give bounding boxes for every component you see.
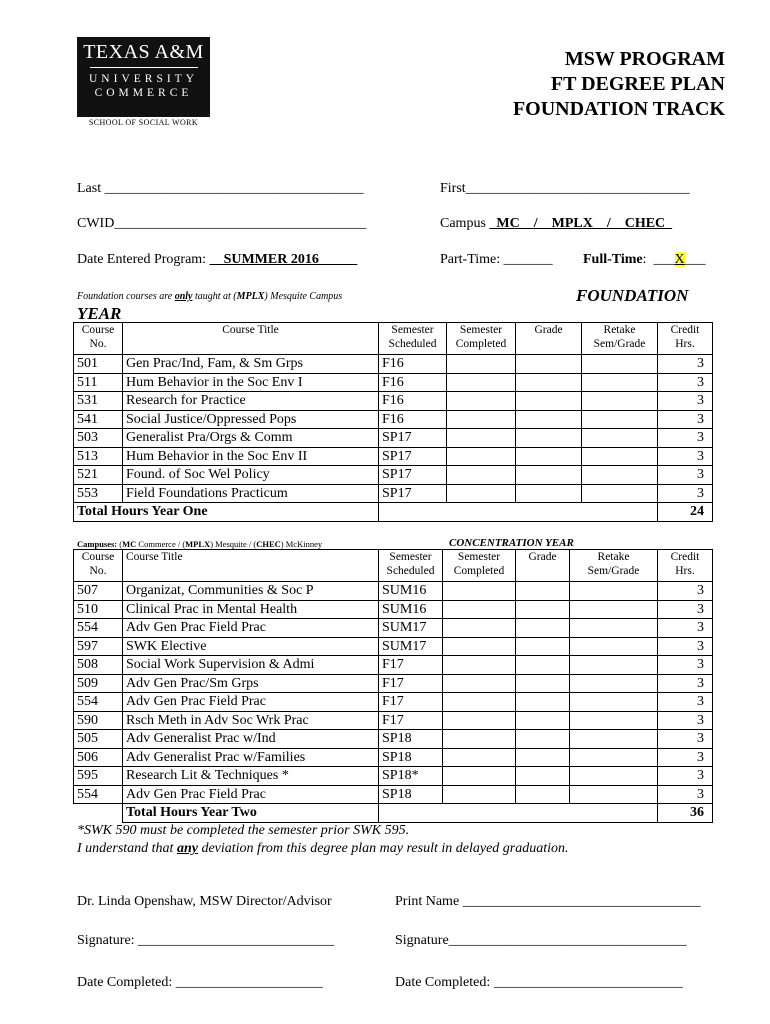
semester-scheduled: SP18 xyxy=(379,730,443,749)
course-row xyxy=(74,674,713,693)
header-retake: Retake Sem/Grade xyxy=(582,323,658,355)
semester-completed-cell[interactable] xyxy=(443,711,516,730)
course-number: 511 xyxy=(74,373,123,392)
course-number: 501 xyxy=(74,355,123,374)
course-title: Adv Gen Prac Field Prac xyxy=(123,619,379,638)
year-one-table xyxy=(73,322,713,522)
director-date-field[interactable]: Date Completed: _____________________ xyxy=(77,975,323,990)
course-number: 509 xyxy=(74,674,123,693)
campus-mc-name: Commerce / ( xyxy=(136,539,186,549)
semester-completed-cell[interactable] xyxy=(447,392,516,411)
campus-mplx-name: ) Mesquite / ( xyxy=(210,539,257,549)
course-row xyxy=(74,785,713,804)
semester-completed-cell[interactable] xyxy=(443,600,516,619)
logo-line-3: COMMERCE xyxy=(94,87,193,99)
campus-mplx: MPLX xyxy=(185,539,211,549)
semester-completed-cell[interactable] xyxy=(443,582,516,601)
course-number: 554 xyxy=(74,619,123,638)
semester-completed-cell[interactable] xyxy=(447,466,516,485)
grade-cell[interactable] xyxy=(516,711,570,730)
semester-scheduled: SUM16 xyxy=(379,582,443,601)
credit-hours: 3 xyxy=(658,637,713,656)
course-title: Gen Prac/Ind, Fam, & Sm Grps xyxy=(123,355,379,374)
semester-scheduled: F17 xyxy=(379,693,443,712)
retake-cell[interactable] xyxy=(570,711,658,730)
course-title: SWK Elective xyxy=(123,637,379,656)
retake-cell[interactable] xyxy=(570,785,658,804)
foundation-note-mid: taught at ( xyxy=(192,291,237,302)
first-name-field[interactable]: First________________________________ xyxy=(440,181,690,196)
campus-chec-name: ) McKinney xyxy=(280,539,323,549)
grade-cell[interactable] xyxy=(516,484,582,503)
retake-cell[interactable] xyxy=(582,410,658,429)
grade-cell[interactable] xyxy=(516,674,570,693)
director-signature-field[interactable]: Signature: ____________________________ xyxy=(77,933,335,948)
course-title: Found. of Soc Wel Policy xyxy=(123,466,379,485)
course-title: Adv Generalist Prac w/Families xyxy=(123,748,379,767)
course-title: Hum Behavior in the Soc Env I xyxy=(123,373,379,392)
header-grade: Grade xyxy=(516,323,582,355)
retake-cell[interactable] xyxy=(582,355,658,374)
foundation-note-mplx: MPLX xyxy=(236,291,265,302)
total-hours-value: 24 xyxy=(658,503,713,522)
grade-cell[interactable] xyxy=(516,767,570,786)
document-title xyxy=(513,47,725,122)
course-row xyxy=(74,619,713,638)
student-signature-field[interactable]: Signature__________________________________ xyxy=(395,933,687,948)
credit-hours: 3 xyxy=(658,373,713,392)
year-two-header-row xyxy=(74,550,713,582)
course-number: 510 xyxy=(74,600,123,619)
header-course-title: Course Title xyxy=(123,550,379,582)
course-title: Generalist Pra/Orgs & Comm xyxy=(123,429,379,448)
grade-cell[interactable] xyxy=(516,637,570,656)
course-number: 513 xyxy=(74,447,123,466)
grade-cell[interactable] xyxy=(516,748,570,767)
course-number: 503 xyxy=(74,429,123,448)
full-time-label: Full-Time xyxy=(583,252,643,267)
semester-completed-cell[interactable] xyxy=(447,355,516,374)
course-title: Organizat, Communities & Soc P xyxy=(123,582,379,601)
course-title: Social Work Supervision & Admi xyxy=(123,656,379,675)
retake-cell[interactable] xyxy=(570,767,658,786)
retake-cell[interactable] xyxy=(570,619,658,638)
semester-scheduled: SP17 xyxy=(379,484,447,503)
grade-cell[interactable] xyxy=(516,429,582,448)
course-title: Field Foundations Practicum xyxy=(123,484,379,503)
date-entered-field[interactable] xyxy=(77,252,357,268)
deviation-note xyxy=(77,841,569,857)
total-spacer xyxy=(379,503,658,522)
semester-scheduled: F17 xyxy=(379,674,443,693)
course-title: Research Lit & Techniques * xyxy=(123,767,379,786)
campus-mc: MC xyxy=(122,539,137,549)
campus-value: MC / MPLX / CHEC xyxy=(489,216,673,231)
semester-scheduled: SP18* xyxy=(379,767,443,786)
retake-cell[interactable] xyxy=(582,484,658,503)
credit-hours: 3 xyxy=(658,600,713,619)
header-course-no: Course No. xyxy=(74,323,123,355)
semester-completed-cell[interactable] xyxy=(443,785,516,804)
deviation-note-post: deviation from this degree plan may result in delayed graduation. xyxy=(197,841,569,856)
header-sem-scheduled: Semester Scheduled xyxy=(379,550,443,582)
semester-completed-cell[interactable] xyxy=(443,656,516,675)
course-title: Adv Gen Prac Field Prac xyxy=(123,693,379,712)
logo-line-1: TEXAS A&M xyxy=(83,41,204,63)
full-time-value: X xyxy=(674,252,685,267)
retake-cell[interactable] xyxy=(582,429,658,448)
retake-cell[interactable] xyxy=(570,637,658,656)
campus-field[interactable] xyxy=(440,216,672,232)
retake-cell[interactable] xyxy=(570,730,658,749)
logo-line-2: UNIVERSITY xyxy=(89,73,198,85)
grade-cell[interactable] xyxy=(516,447,582,466)
course-number: 554 xyxy=(74,785,123,804)
year-one-header-row xyxy=(74,323,713,355)
course-row xyxy=(74,410,713,429)
retake-cell[interactable] xyxy=(582,466,658,485)
header-sem-scheduled: Semester Scheduled xyxy=(379,323,447,355)
course-number: 506 xyxy=(74,748,123,767)
swk-590-note: *SWK 590 must be completed the semester prior SWK 595. xyxy=(77,823,410,838)
semester-scheduled: SUM17 xyxy=(379,619,443,638)
grade-cell[interactable] xyxy=(516,466,582,485)
semester-scheduled: SUM17 xyxy=(379,637,443,656)
grade-cell[interactable] xyxy=(516,373,582,392)
header-course-no: Course No. xyxy=(74,550,123,582)
semester-scheduled: SUM16 xyxy=(379,600,443,619)
print-name-field[interactable]: Print Name __________________________________ xyxy=(395,894,701,909)
retake-cell[interactable] xyxy=(570,674,658,693)
course-title: Research for Practice xyxy=(123,392,379,411)
semester-completed-cell[interactable] xyxy=(443,674,516,693)
total-hours-label: Total Hours Year Two xyxy=(123,804,379,823)
grade-cell[interactable] xyxy=(516,656,570,675)
credit-hours: 3 xyxy=(658,392,713,411)
deviation-note-pre: I understand that xyxy=(77,841,177,856)
course-row xyxy=(74,484,713,503)
part-time-field[interactable]: Part-Time: _______ xyxy=(440,252,553,267)
course-title: Rsch Meth in Adv Soc Wrk Prac xyxy=(123,711,379,730)
header-sem-completed: Semester Completed xyxy=(447,323,516,355)
grade-cell[interactable] xyxy=(516,600,570,619)
credit-hours: 3 xyxy=(658,429,713,448)
credit-hours: 3 xyxy=(658,582,713,601)
course-title: Hum Behavior in the Soc Env II xyxy=(123,447,379,466)
campus-chec: CHEC xyxy=(256,539,281,549)
course-row xyxy=(74,392,713,411)
foundation-note-pre: Foundation courses are xyxy=(77,291,175,302)
semester-completed-cell[interactable] xyxy=(443,619,516,638)
course-row xyxy=(74,637,713,656)
total-hours-value: 36 xyxy=(658,804,713,823)
semester-scheduled: SP17 xyxy=(379,429,447,448)
semester-completed-cell[interactable] xyxy=(447,429,516,448)
semester-completed-cell[interactable] xyxy=(443,693,516,712)
semester-scheduled: F16 xyxy=(379,410,447,429)
semester-completed-cell[interactable] xyxy=(443,730,516,749)
course-number: 553 xyxy=(74,484,123,503)
course-title: Social Justice/Oppressed Pops xyxy=(123,410,379,429)
course-row xyxy=(74,767,713,786)
semester-scheduled: SP18 xyxy=(379,748,443,767)
full-time-colon: : ___ xyxy=(642,252,675,267)
semester-scheduled: F16 xyxy=(379,392,447,411)
header-course-title: Course Title xyxy=(123,323,379,355)
course-title: Adv Gen Prac Field Prac xyxy=(123,785,379,804)
retake-cell[interactable] xyxy=(570,748,658,767)
retake-cell[interactable] xyxy=(582,373,658,392)
course-number: 507 xyxy=(74,582,123,601)
foundation-note-post: ) Mesquite Campus xyxy=(264,291,343,302)
credit-hours: 3 xyxy=(658,693,713,712)
full-time-tail: ___ xyxy=(684,252,706,267)
credit-hours: 3 xyxy=(658,711,713,730)
credit-hours: 3 xyxy=(658,730,713,749)
deviation-note-any: any xyxy=(176,841,198,856)
course-number: 597 xyxy=(74,637,123,656)
semester-scheduled: F16 xyxy=(379,355,447,374)
grade-cell[interactable] xyxy=(516,730,570,749)
semester-scheduled: SP17 xyxy=(379,447,447,466)
course-title: Adv Generalist Prac w/Ind xyxy=(123,730,379,749)
retake-cell[interactable] xyxy=(582,392,658,411)
university-logo xyxy=(77,37,210,117)
header-credit: Credit Hrs. xyxy=(658,323,713,355)
semester-scheduled: SP17 xyxy=(379,466,447,485)
semester-scheduled: F17 xyxy=(379,656,443,675)
last-name-field[interactable]: Last _____________________________________ xyxy=(77,181,364,196)
course-number: 521 xyxy=(74,466,123,485)
grade-cell[interactable] xyxy=(516,785,570,804)
semester-completed-cell[interactable] xyxy=(447,373,516,392)
credit-hours: 3 xyxy=(658,748,713,767)
foundation-note xyxy=(77,291,342,302)
credit-hours: 3 xyxy=(658,767,713,786)
retake-cell[interactable] xyxy=(570,656,658,675)
credit-hours: 3 xyxy=(658,674,713,693)
student-date-field[interactable]: Date Completed: ___________________________ xyxy=(395,975,683,990)
semester-scheduled: F17 xyxy=(379,711,443,730)
course-row xyxy=(74,693,713,712)
campus-label: Campus xyxy=(440,216,490,231)
grade-cell[interactable] xyxy=(516,619,570,638)
credit-hours: 3 xyxy=(658,656,713,675)
cwid-field[interactable]: CWID____________________________________ xyxy=(77,216,367,231)
concentration-heading: CONCENTRATION YEAR xyxy=(449,537,574,549)
header-sem-completed: Semester Completed xyxy=(443,550,516,582)
title-line-3: FOUNDATION TRACK xyxy=(512,98,725,120)
course-number: 531 xyxy=(74,392,123,411)
credit-hours: 3 xyxy=(658,619,713,638)
course-number: 590 xyxy=(74,711,123,730)
credit-hours: 3 xyxy=(658,785,713,804)
credit-hours: 3 xyxy=(658,447,713,466)
retake-cell[interactable] xyxy=(570,693,658,712)
course-row xyxy=(74,711,713,730)
semester-scheduled: F16 xyxy=(379,373,447,392)
course-number: 541 xyxy=(74,410,123,429)
header-retake: Retake Sem/Grade xyxy=(570,550,658,582)
grade-cell[interactable] xyxy=(516,355,582,374)
course-row xyxy=(74,582,713,601)
credit-hours: 3 xyxy=(658,410,713,429)
semester-completed-cell[interactable] xyxy=(443,748,516,767)
campuses-label: Campuses: xyxy=(77,539,118,549)
semester-completed-cell[interactable] xyxy=(443,767,516,786)
grade-cell[interactable] xyxy=(516,693,570,712)
grade-cell[interactable] xyxy=(516,410,582,429)
course-number: 508 xyxy=(74,656,123,675)
course-row xyxy=(74,429,713,448)
course-row xyxy=(74,730,713,749)
semester-completed-cell[interactable] xyxy=(447,447,516,466)
header-grade: Grade xyxy=(516,550,570,582)
grade-cell[interactable] xyxy=(516,392,582,411)
total-row xyxy=(74,503,713,522)
course-number: 554 xyxy=(74,693,123,712)
course-row xyxy=(74,355,713,374)
course-title: Adv Gen Prac/Sm Grps xyxy=(123,674,379,693)
course-row xyxy=(74,373,713,392)
date-entered-label: Date Entered Program: xyxy=(77,252,210,267)
semester-completed-cell[interactable] xyxy=(447,484,516,503)
total-row xyxy=(74,804,713,823)
credit-hours: 3 xyxy=(658,466,713,485)
year-heading: YEAR xyxy=(77,304,122,323)
foundation-heading: FOUNDATION xyxy=(576,286,689,305)
course-row xyxy=(74,656,713,675)
full-time-field[interactable] xyxy=(583,252,706,268)
retake-cell[interactable] xyxy=(570,600,658,619)
semester-completed-cell[interactable] xyxy=(447,410,516,429)
foundation-note-only: only xyxy=(174,291,193,302)
title-line-2: FT DEGREE PLAN xyxy=(550,73,725,95)
course-row xyxy=(74,748,713,767)
semester-scheduled: SP18 xyxy=(379,785,443,804)
header-credit: Credit Hrs. xyxy=(658,550,713,582)
total-hours-label: Total Hours Year One xyxy=(74,503,379,522)
course-row xyxy=(74,600,713,619)
director-name: Dr. Linda Openshaw, MSW Director/Advisor xyxy=(77,894,332,909)
course-title: Clinical Prac in Mental Health xyxy=(123,600,379,619)
course-number: 505 xyxy=(74,730,123,749)
campuses-legend: Campuses: (MC Commerce / (MPLX) Mesquite / (CHEC) McKinney xyxy=(77,539,323,549)
course-number: 595 xyxy=(74,767,123,786)
course-row xyxy=(74,447,713,466)
year-two-table xyxy=(73,549,713,823)
logo-subtitle: SCHOOL OF SOCIAL WORK xyxy=(88,118,199,127)
retake-cell[interactable] xyxy=(582,447,658,466)
logo-rule xyxy=(90,67,198,68)
title-line-1: MSW PROGRAM xyxy=(564,48,725,70)
grade-cell[interactable] xyxy=(516,582,570,601)
semester-completed-cell[interactable] xyxy=(443,637,516,656)
credit-hours: 3 xyxy=(658,355,713,374)
course-row xyxy=(74,466,713,485)
date-entered-value: SUMMER 2016 xyxy=(209,252,358,267)
total-spacer xyxy=(379,804,658,823)
credit-hours: 3 xyxy=(658,484,713,503)
total-blank-cell xyxy=(74,804,123,823)
retake-cell[interactable] xyxy=(570,582,658,601)
